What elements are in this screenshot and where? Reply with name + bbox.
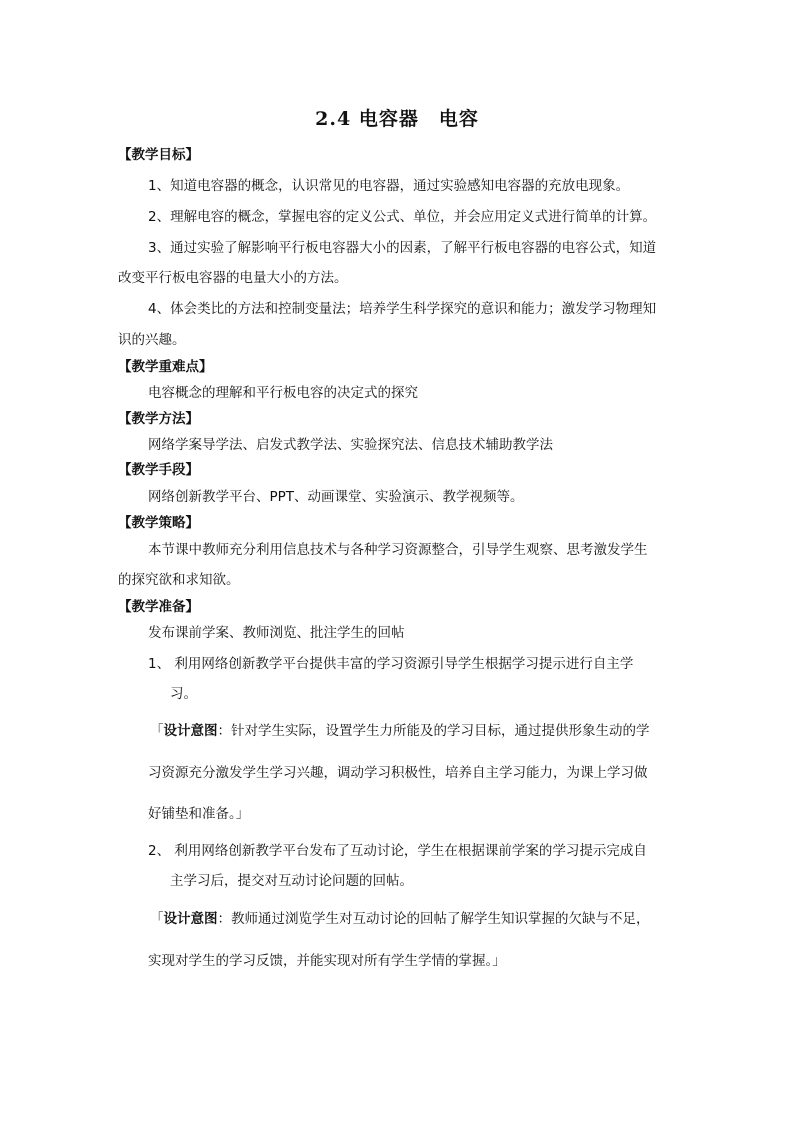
strategy-line-1: 本节课中教师充分利用信息技术与各种学习资源整合，引导学生观察、思考激发学生 [148, 542, 648, 558]
preparation-heading: 【教学准备】 [118, 599, 199, 615]
design-note-2-line-2: 实现对学生的学习反馈，并能实现对所有学生学情的掌握。」 [148, 953, 506, 969]
objective-item-3-line-1: 3、通过实验了解影响平行板电容器大小的因素，了解平行板电容器的电容公式，知道 [148, 240, 657, 256]
objectives-heading: 【教学目标】 [118, 147, 199, 163]
design-note-1-label: 设计意图 [163, 723, 218, 739]
preparation-step-1-line-2: 习。 [170, 686, 197, 702]
methods-heading: 【教学方法】 [118, 411, 199, 427]
preparation-step-2-line-2: 主学习后，提交对互动讨论问题的回帖。 [170, 873, 413, 889]
strategy-line-2: 的探究欲和求知欲。 [118, 572, 240, 588]
objective-item-2: 2、理解电容的概念，掌握电容的定义公式、单位，并会应用定义式进行简单的计算。 [148, 209, 657, 225]
objective-item-4-line-1: 4、体会类比的方法和控制变量法；培养学生科学探究的意识和能力；激发学习物理知 [148, 301, 657, 317]
methods-text: 网络学案导学法、启发式教学法、实验探究法、信息技术辅助教学法 [148, 437, 553, 453]
means-text: 网络创新教学平台、PPT、动画课堂、实验演示、教学视频等。 [148, 489, 524, 505]
design-note-1-line-2: 习资源充分激发学生学习兴趣，调动学习积极性，培养自主学习能力，为课上学习做 [148, 765, 648, 781]
design-note-1-line-3: 好铺垫和准备。」 [148, 806, 250, 822]
key-points-text: 电容概念的理解和平行板电容的决定式的探究 [148, 385, 418, 401]
objective-item-1: 1、知道电容器的概念，认识常见的电容器，通过实验感知电容器的充放电现象。 [148, 178, 630, 194]
objective-item-3-line-2: 改变平行板电容器的电量大小的方法。 [118, 270, 348, 286]
design-note-2-text-1: ：教师通过浏览学生对互动讨论的回帖了解学生知识掌握的欠缺与不足， [217, 911, 650, 927]
design-note-2-line-1 [150, 910, 650, 928]
preparation-step-2-line-1: 2、 利用网络创新教学平台发布了互动讨论，学生在根据课前学案的学习提示完成自 [148, 843, 647, 859]
page-title: 2.4 电容器 电容 [315, 108, 479, 130]
design-note-1-line-1 [150, 722, 650, 740]
means-heading: 【教学手段】 [118, 462, 199, 478]
key-points-heading: 【教学重难点】 [118, 359, 213, 375]
design-note-2-label: 设计意图 [163, 911, 218, 927]
preparation-intro: 发布课前学案、教师浏览、批注学生的回帖 [148, 625, 405, 641]
design-note-2-open-bracket: 「 [150, 911, 164, 927]
design-note-1-open-bracket: 「 [150, 723, 164, 739]
strategy-heading: 【教学策略】 [118, 515, 199, 531]
design-note-1-text-1: ：针对学生实际，设置学生力所能及的学习目标，通过提供形象生动的学 [217, 723, 650, 739]
objective-item-4-line-2: 识的兴趣。 [118, 332, 186, 348]
preparation-step-1-line-1: 1、 利用网络创新教学平台提供丰富的学习资源引导学生根据学习提示进行自主学 [148, 656, 634, 672]
